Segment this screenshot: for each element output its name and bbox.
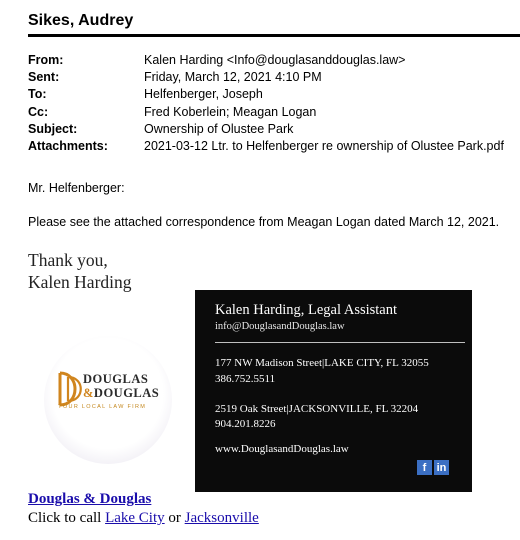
signature [28,249,132,293]
card-address-lake-city: 177 NW Madison Street|LAKE CITY, FL 32055 [215,357,429,369]
call-prefix: Click to call [28,510,102,526]
facebook-icon[interactable]: f [417,460,432,475]
logo-line2-text: DOUGLAS [93,386,160,400]
cc-row [28,104,504,121]
to-value: Helfenberger, Joseph [144,87,263,102]
logo-tagline: YOUR LOCAL LAW FIRM [58,404,147,410]
sent-row [28,69,504,86]
card-email: info@DouglasandDouglas.law [215,321,345,332]
card-website: www.DouglasandDouglas.law [215,443,349,455]
card-phone-lake-city: 386.752.5511 [215,373,276,385]
from-row [28,52,504,69]
mailbox-owner-name: Sikes, Audrey [28,12,134,29]
sent-value: Friday, March 12, 2021 4:10 PM [144,70,322,85]
email-header [28,52,504,155]
from-label: From: [28,53,64,67]
subject-row [28,121,504,138]
attachment-file[interactable]: 2021-03-12 Ltr. to Helfenberger re ownership of Olustee Park.pdf [144,139,504,154]
card-divider [215,342,465,343]
subject-value: Ownership of Olustee Park [144,121,294,136]
logo-line1: DOUGLAS [83,372,149,386]
linkedin-icon[interactable]: in [434,460,449,475]
cc-label: Cc: [28,104,49,119]
greeting: Mr. Helfenberger: [28,181,125,195]
card-address-jacksonville: 2519 Oak Street|JACKSONVILLE, FL 32204 [215,403,419,415]
card-phone-jacksonville: 904.201.8226 [215,418,276,430]
card-name: Kalen Harding, Legal Assistant [215,302,398,318]
firm-link[interactable]: Douglas & Douglas [28,491,152,507]
jacksonville-call-link[interactable]: Jacksonville [184,510,259,526]
subject-label: Subject: [28,121,78,136]
attachments-label: Attachments: [28,139,108,154]
body-paragraph: Please see the attached correspondence from Meagan Logan dated March 12, 2021. [28,215,500,229]
signature-closing: Thank you, [28,250,108,270]
business-card [195,290,472,492]
sent-label: Sent: [28,70,60,85]
to-row [28,86,504,103]
logo-ampersand: & [83,386,94,400]
firm-logo [44,336,172,464]
logo-line2 [83,386,159,401]
attachments-row [28,138,504,155]
click-to-call-line [28,510,259,527]
owner-divider [28,34,520,37]
lake-city-call-link[interactable]: Lake City [105,510,165,526]
social-links [417,460,449,475]
to-label: To: [28,87,47,102]
firm-link-line [28,491,151,508]
signature-name: Kalen Harding [28,272,132,292]
from-value: Kalen Harding <Info@douglasanddouglas.law> [144,53,406,67]
cc-value: Fred Koberlein; Meagan Logan [144,104,317,119]
or-text: or [168,510,181,526]
